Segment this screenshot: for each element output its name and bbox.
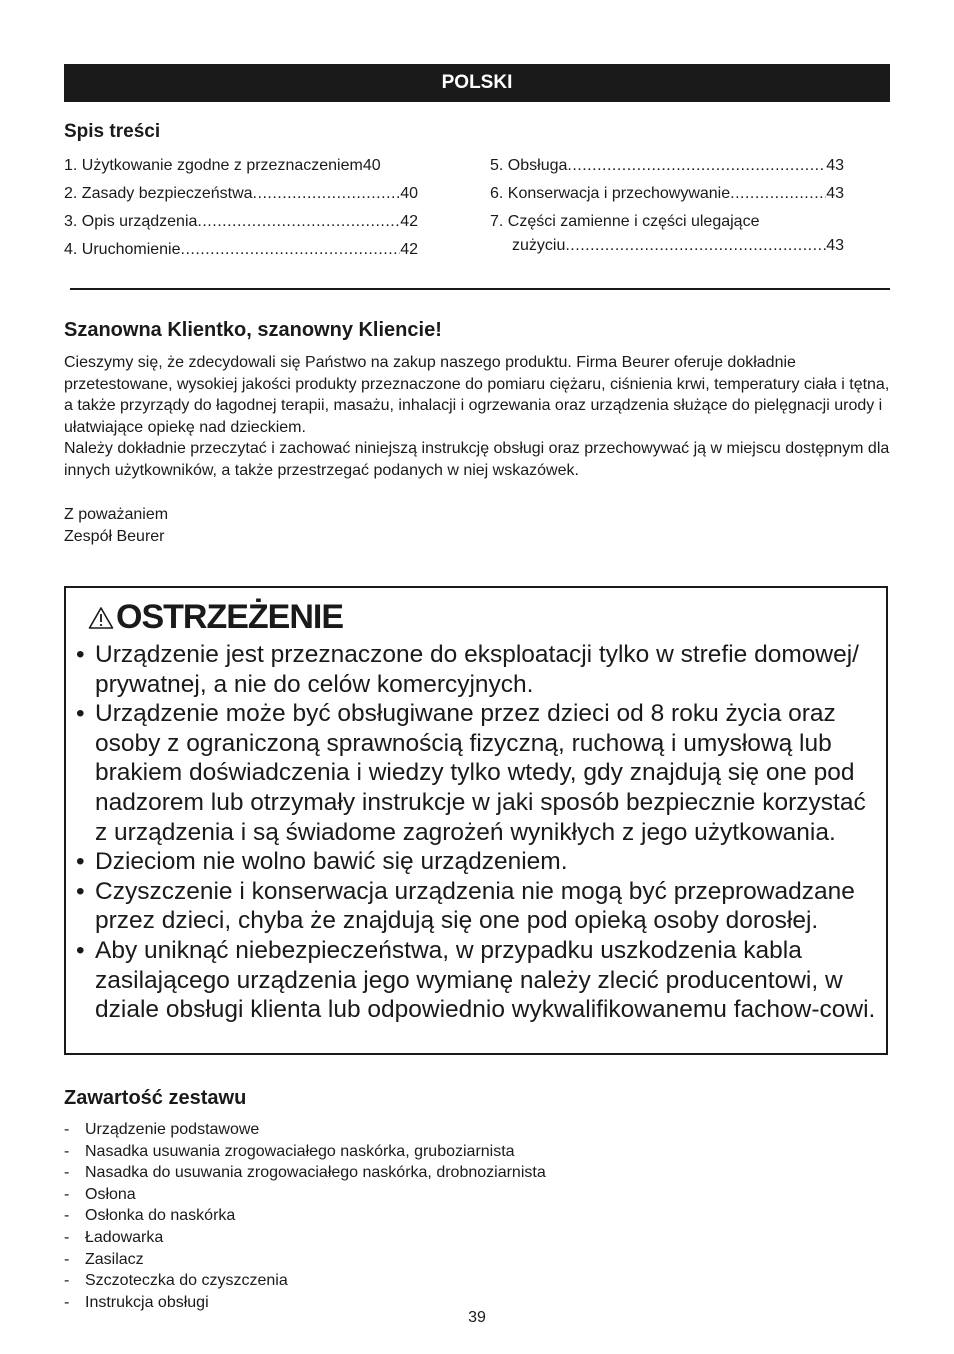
closing-line: Z poważaniem — [64, 506, 169, 523]
list-item: - Nasadka do usuwania zrogowaciałego naskórka, drobnoziarnista — [64, 1162, 546, 1184]
package-contents-title: Zawartość zestawu — [64, 1087, 247, 1109]
toc-item — [64, 152, 418, 180]
toc-item-page: 40 — [362, 157, 381, 174]
language-header — [64, 64, 890, 102]
toc-item-label: 5. Obsługa — [490, 157, 568, 174]
toc-item-label: 1. Użytkowanie zgodne z przeznaczeniem — [64, 157, 363, 174]
toc-item-page: 42 — [400, 213, 418, 230]
toc-item-label: 2. Zasady bezpieczeństwa — [64, 185, 253, 202]
closing — [64, 504, 168, 547]
toc-item-label: 4. Uruchomienie — [64, 241, 181, 258]
warning-box — [64, 586, 888, 1055]
closing-signature: Zespół Beurer — [64, 527, 165, 545]
toc-item — [64, 208, 418, 236]
toc-item — [490, 208, 844, 236]
intro-text — [64, 352, 894, 482]
warning-header — [88, 598, 343, 637]
toc-item-label: zużyciu — [512, 237, 566, 254]
package-contents-list — [64, 1119, 546, 1313]
toc-item — [490, 152, 844, 180]
toc-leader — [730, 180, 826, 208]
list-item: - Instrukcja obsługi — [64, 1292, 546, 1314]
toc-item — [64, 180, 418, 208]
toc-item-page: 43 — [826, 185, 844, 202]
page-number: 39 — [468, 1309, 486, 1326]
list-item: - Osłona — [64, 1184, 546, 1206]
toc-leader — [181, 236, 401, 264]
toc-item-page: 42 — [400, 241, 418, 258]
intro-paragraph: Należy dokładnie przeczytać i zachować niniejszą instrukcję obsługi oraz przechowywać ją w miejscu dostępnym dla innych użytkowników, a także przestrzegać podanych w niej wskazówek. — [64, 440, 890, 479]
toc-leader — [567, 152, 826, 180]
toc-item-page: 43 — [826, 237, 844, 254]
toc-item-label: 3. Opis urządzenia — [64, 213, 198, 230]
list-item: - Szczoteczka do czyszczenia — [64, 1270, 546, 1292]
list-item: - Osłonka do naskórka — [64, 1205, 546, 1227]
toc-item-page: 40 — [400, 185, 418, 202]
toc-item — [64, 236, 418, 264]
list-item: - Urządzenie podstawowe — [64, 1119, 546, 1141]
toc-leader — [197, 208, 400, 236]
language-label: POLSKI — [441, 72, 513, 93]
toc-item-label: 7. Części zamienne i części ulegające — [490, 213, 760, 230]
intro-paragraph: Cieszymy się, że zdecydowali się Państwo na zakup naszego produktu. Firma Beurer oferuje dokładnie przetestowane, wysokiej jakości produkty przeznaczone do pomiaru ciężaru, ciśnienia krwi, temperatury ciała i tętna, a także przyrządy do łagodnej terapii, masażu, inhalacji i ogrzewania oraz urządzenia służące do pielęgnacji urody i ułatwiające opiekę nad dzieckiem. — [64, 354, 890, 436]
list-item: - Zasilacz — [64, 1249, 546, 1271]
warning-item: • Aby uniknąć niebezpieczeństwa, w przypadku uszkodzenia kabla zasilającego urządzenia jego wymianę należy zlecić producentowi, w dziale obsługi klienta lub odpowiednio wykwalifikowanemu fachow-cowi. — [76, 936, 882, 1025]
list-item: - Nasadka usuwania zrogowaciałego naskórka, gruboziarnista — [64, 1141, 546, 1163]
warning-item: • Urządzenie jest przeznaczone do eksploatacji tylko w strefie domowej/ prywatnej, a nie do celów komercyjnych. — [76, 640, 882, 699]
warning-title: OSTRZEŻENIE — [116, 598, 344, 636]
toc-item-label: 6. Konserwacja i przechowywanie — [490, 185, 731, 202]
warning-item: • Urządzenie może być obsługiwane przez dzieci od 8 roku życia oraz osoby z ograniczoną sprawnością fizyczną, ruchową i umysłową lub brakiem doświadczenia i wiedzy tylko wtedy, gdy znajdują się one pod nadzorem lub otrzymały instrukcje w jaki sposób bezpiecznie korzystać z urządzenia i są świadome zagrożeń wynikłych z jego użytkowania. — [76, 699, 882, 847]
section-divider — [70, 288, 890, 290]
toc-left-column — [64, 152, 418, 264]
greeting-title: Szanowna Klientko, szanowny Kliencie! — [64, 319, 442, 341]
warning-list — [76, 640, 882, 1025]
toc-title: Spis treści — [64, 121, 161, 142]
list-item: - Ładowarka — [64, 1227, 546, 1249]
toc-item-continuation — [490, 236, 844, 256]
warning-triangle-icon — [88, 606, 114, 630]
toc-item — [490, 180, 844, 208]
warning-item: • Dzieciom nie wolno bawić się urządzeniem. — [76, 847, 882, 877]
toc-item-page: 43 — [826, 157, 844, 174]
warning-item: • Czyszczenie i konserwacja urządzenia nie mogą być przeprowadzane przez dzieci, chyba że znajdują się one pod opieką osoby dorosłej. — [76, 877, 882, 936]
toc-leader — [565, 236, 826, 256]
toc-leader — [253, 180, 401, 208]
toc-right-column — [490, 152, 844, 256]
